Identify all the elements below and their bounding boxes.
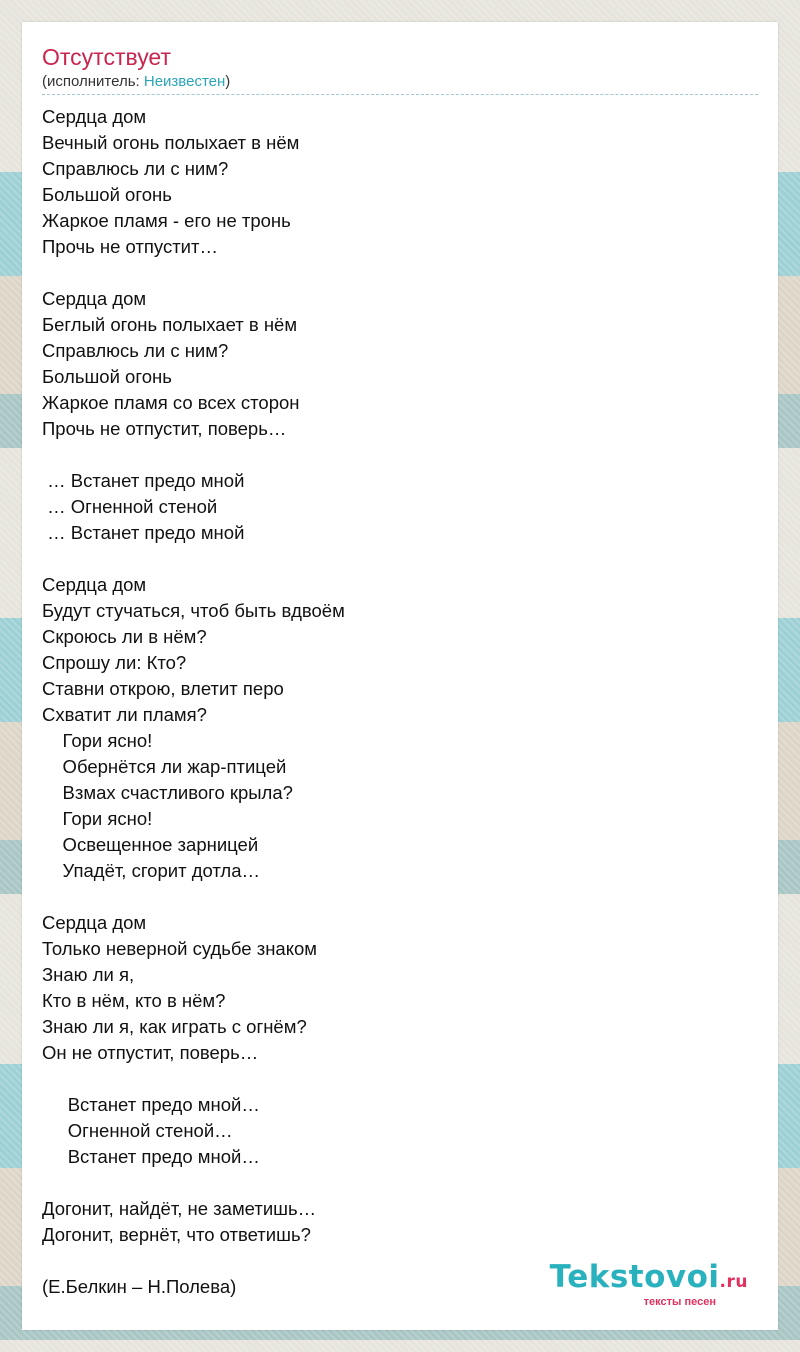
lyric-line: Догонит, найдёт, не заметишь… [42, 1198, 317, 1219]
lyric-line: Беглый огонь полыхает в нём [42, 314, 298, 335]
lyric-line: Знаю ли я, как играть с огнём? [42, 1016, 307, 1037]
lyric-line: Большой огонь [42, 366, 172, 387]
lyric-line: Взмах счастливого крыла? [42, 782, 293, 803]
lyric-line: Прочь не отпустит, поверь… [42, 418, 287, 439]
lyric-line: Он не отпустит, поверь… [42, 1042, 259, 1063]
lyric-line: Сердца дом [42, 288, 147, 309]
logo-tld: .ru [719, 1272, 748, 1292]
lyric-line: Сердца дом [42, 574, 147, 595]
lyric-line: Ставни открою, влетит перо [42, 678, 284, 699]
lyric-line: Жаркое пламя со всех сторон [42, 392, 300, 413]
lyric-blank-line [42, 260, 758, 286]
artist-prefix: (исполнитель: [42, 73, 144, 90]
lyric-line: Гори ясно! [42, 808, 153, 829]
lyric-line: Обернётся ли жар-птицей [42, 756, 287, 777]
lyric-blank-line [42, 546, 758, 572]
lyrics-card [22, 22, 778, 1330]
logo-wordmark [550, 1261, 748, 1298]
lyric-line: Прочь не отпустит… [42, 236, 218, 257]
lyric-line: Скроюсь ли в нём? [42, 626, 207, 647]
lyric-line: … Встанет предо мной [42, 470, 245, 491]
lyric-credits: (Е.Белкин – Н.Полева) [42, 1276, 237, 1297]
lyric-line: Кто в нём, кто в нём? [42, 990, 226, 1011]
lyric-line: Гори ясно! [42, 730, 153, 751]
lyric-blank-line [42, 1066, 758, 1092]
logo-name: Tekstovoi [549, 1259, 720, 1295]
logo-tagline: тексты песен [643, 1296, 716, 1308]
site-logo[interactable] [550, 1261, 748, 1308]
lyric-blank-line [42, 884, 758, 910]
artist-suffix: ) [225, 73, 231, 90]
lyric-line: Встанет предо мной… [42, 1094, 260, 1115]
lyric-line: … Встанет предо мной [42, 522, 245, 543]
lyric-line: Справлюсь ли с ним? [42, 340, 229, 361]
lyrics-body [42, 104, 758, 1300]
song-title: Отсутствует [42, 44, 171, 70]
lyric-line: Освещенное зарницей [42, 834, 259, 855]
lyric-line: Будут стучаться, чтоб быть вдвоём [42, 600, 345, 621]
lyric-line: … Огненной стеной [42, 496, 218, 517]
lyric-line: Упадёт, сгорит дотла… [42, 860, 261, 881]
lyric-blank-line [42, 1170, 758, 1196]
lyric-line: Догонит, вернёт, что ответишь? [42, 1224, 311, 1245]
artist-link[interactable]: Неизвестен [143, 73, 226, 90]
lyric-line: Сердца дом [42, 106, 147, 127]
lyric-line: Встанет предо мной… [42, 1146, 260, 1167]
lyric-line: Огненной стеной… [42, 1120, 233, 1141]
lyric-line: Вечный огонь полыхает в нём [42, 132, 300, 153]
lyric-line: Схватит ли пламя? [42, 704, 207, 725]
lyric-blank-line [42, 442, 758, 468]
lyric-line: Спрошу ли: Кто? [42, 652, 187, 673]
lyric-line: Большой огонь [42, 184, 172, 205]
lyric-line: Только неверной судьбе знаком [42, 938, 318, 959]
artist-line [42, 72, 758, 95]
lyric-line: Знаю ли я, [42, 964, 135, 985]
lyric-line: Справлюсь ли с ним? [42, 158, 229, 179]
lyric-line: Жаркое пламя - его не тронь [42, 210, 291, 231]
lyric-line: Сердца дом [42, 912, 147, 933]
